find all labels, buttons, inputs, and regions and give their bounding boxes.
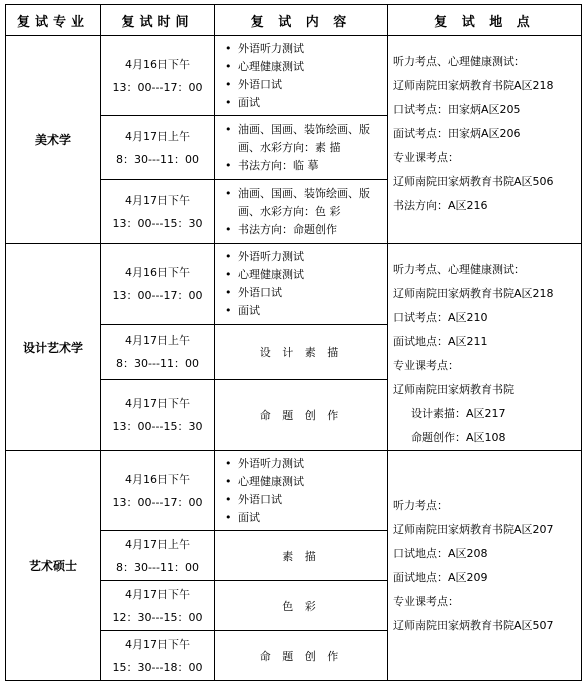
location-line: 辽师南院田家炳教育书院 <box>393 383 514 396</box>
location-line: 口试考点：A区210 <box>393 311 488 324</box>
content-item: • 外语口试 <box>219 284 383 302</box>
content-item: • 油画、国画、装饰绘画、版画、水彩方向：色 彩 <box>219 185 383 221</box>
content-cell: 命 题 创 作 <box>215 379 388 450</box>
location-line: 专业课考点： <box>393 151 459 164</box>
location-line: 口试地点：A区208 <box>393 546 488 560</box>
content-item: • 书法方向：临 摹 <box>219 157 383 175</box>
location-line: 面试地点：A区209 <box>393 570 488 584</box>
time-range: 13：00---15：30 <box>112 216 203 230</box>
time-cell <box>101 180 215 244</box>
content-cell <box>215 116 388 180</box>
location-line: 辽师南院田家炳教育书院A区506 <box>393 175 554 188</box>
content-cell <box>215 451 388 531</box>
location-line: 专业课考点： <box>393 594 459 608</box>
time-date: 4月17日上午 <box>125 129 190 143</box>
location-line: 口试考点：田家炳A区205 <box>393 103 521 116</box>
location-line: 命题创作：A区108 <box>411 431 506 444</box>
time-range: 8：30---11：00 <box>116 152 199 166</box>
time-cell <box>101 116 215 180</box>
location-cell <box>388 244 582 451</box>
header-content: 复 试 内 容 <box>215 5 388 36</box>
time-cell <box>101 451 215 531</box>
header-major: 复试专业 <box>6 5 101 36</box>
time-range: 13：00---17：00 <box>112 289 203 303</box>
major-cell: 设计艺术学 <box>6 244 101 451</box>
content-cell: 设 计 素 描 <box>215 325 388 380</box>
time-date: 4月17日下午 <box>125 193 190 207</box>
time-date: 4月16日下午 <box>125 57 190 71</box>
location-line: 书法方向：A区216 <box>393 199 488 212</box>
time-range: 13：00---17：00 <box>112 80 203 94</box>
location-line: 辽师南院田家炳教育书院A区507 <box>393 618 554 632</box>
content-cell: 色 彩 <box>215 581 388 631</box>
content-item: • 油画、国画、装饰绘画、版画、水彩方向：素 描 <box>219 121 383 157</box>
table-row <box>6 244 582 325</box>
time-date: 4月17日下午 <box>125 637 190 651</box>
header-time: 复试时间 <box>101 5 215 36</box>
content-cell <box>215 36 388 116</box>
location-line: 听力考点、心理健康测试： <box>393 55 525 68</box>
time-range: 15：30---18：00 <box>112 660 203 674</box>
content-item: • 外语听力测试 <box>219 40 383 58</box>
content-item: • 外语口试 <box>219 491 383 509</box>
time-date: 4月16日下午 <box>125 472 190 486</box>
content-item: • 心理健康测试 <box>219 266 383 284</box>
content-cell: 素 描 <box>215 531 388 581</box>
location-cell <box>388 36 582 244</box>
header-location: 复 试 地 点 <box>388 5 582 36</box>
time-date: 4月17日上午 <box>125 537 190 551</box>
major-cell: 艺术硕士 <box>6 451 101 681</box>
time-cell <box>101 325 215 380</box>
content-item: • 面试 <box>219 94 383 112</box>
content-item: • 心理健康测试 <box>219 58 383 76</box>
content-cell: 命 题 创 作 <box>215 631 388 681</box>
time-date: 4月16日下午 <box>125 266 190 280</box>
time-date: 4月17日下午 <box>125 587 190 601</box>
location-line: 面试地点：A区211 <box>393 335 488 348</box>
time-date: 4月17日下午 <box>125 396 190 410</box>
content-item: • 心理健康测试 <box>219 473 383 491</box>
location-line: 听力考点： <box>393 498 448 512</box>
location-line: 辽师南院田家炳教育书院A区218 <box>393 287 554 300</box>
table-row <box>6 36 582 116</box>
time-cell <box>101 581 215 631</box>
header-row <box>6 5 582 36</box>
time-range: 13：00---15：30 <box>112 419 203 433</box>
content-item: • 外语听力测试 <box>219 455 383 473</box>
time-date: 4月17日上午 <box>125 334 190 348</box>
content-cell <box>215 180 388 244</box>
location-line: 面试考点：田家炳A区206 <box>393 127 521 140</box>
content-item: • 面试 <box>219 302 383 320</box>
location-cell <box>388 451 582 681</box>
time-cell <box>101 531 215 581</box>
content-item: • 书法方向：命题创作 <box>219 221 383 239</box>
table-row <box>6 451 582 531</box>
time-cell <box>101 379 215 450</box>
time-range: 8：30---11：00 <box>116 560 199 574</box>
location-line: 听力考点、心理健康测试： <box>393 263 525 276</box>
major-cell: 美术学 <box>6 36 101 244</box>
location-line: 专业课考点： <box>393 359 459 372</box>
content-item: • 外语口试 <box>219 76 383 94</box>
time-range: 8：30---11：00 <box>116 357 199 371</box>
time-cell <box>101 244 215 325</box>
location-line: 设计素描：A区217 <box>411 407 506 420</box>
content-cell <box>215 244 388 325</box>
time-range: 13：00---17：00 <box>112 495 203 509</box>
location-line: 辽师南院田家炳教育书院A区207 <box>393 522 554 536</box>
content-item: • 面试 <box>219 509 383 527</box>
location-line: 辽师南院田家炳教育书院A区218 <box>393 79 554 92</box>
time-cell <box>101 631 215 681</box>
content-item: • 外语听力测试 <box>219 248 383 266</box>
time-range: 12：30---15：00 <box>112 610 203 624</box>
time-cell <box>101 36 215 116</box>
exam-schedule-table <box>5 4 582 681</box>
